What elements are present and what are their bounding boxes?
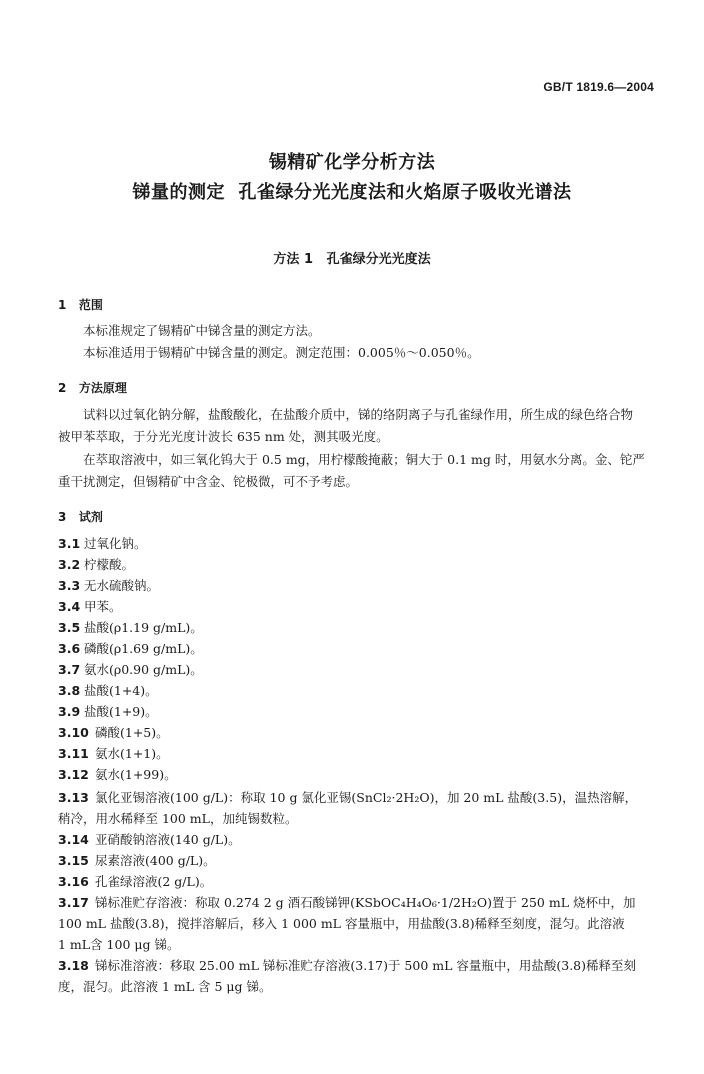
reagent-item: [58, 788, 637, 806]
reagent-item: [58, 893, 635, 911]
reagent-item: [58, 702, 158, 720]
item-text: 磷酸(1+5)。: [95, 725, 169, 740]
item-number: 3.10: [58, 725, 89, 740]
reagent-item: [58, 765, 177, 783]
reagent-item: [58, 851, 216, 869]
item-text: 甲苯。: [84, 599, 122, 614]
paragraph-line: 试料以过氧化钠分解，盐酸酸化，在盐酸介质中，锑的络阴离子与孔雀绿作用，所生成的绿色络合物: [83, 407, 634, 422]
item-text: 氯化亚锡溶液(100 g/L)：称取 10 g 氯化亚锡(SnCl₂·2H₂O)，加 20 mL 盐酸(3.5)，温热溶解，: [95, 790, 638, 805]
reagent-item: [58, 597, 122, 615]
item-continuation: 100 mL 盐酸(3.8)，搅拌溶解后，移入 1 000 mL 容量瓶中，用盐酸(3.8)稀释至刻度，混匀。此溶液: [58, 916, 625, 931]
item-number: 3.13: [58, 790, 89, 805]
item-text: 氨水(ρ0.90 g/mL)。: [84, 662, 203, 677]
item-number: 3.4: [58, 599, 81, 614]
document-title-line1: 锡精矿化学分析方法: [268, 152, 436, 173]
paragraph-line: 在萃取溶液中，如三氧化钨大于 0.5 mg，用柠檬酸掩蔽；铜大于 0.1 mg 时，用氨水分离。金、铊严: [83, 452, 645, 467]
item-text: 亚硝酸钠溶液(140 g/L)。: [95, 832, 241, 847]
reagent-item: [58, 872, 212, 890]
paragraph-line: 被甲苯萃取，于分光光度计波长 635 nm 处，测其吸光度。: [58, 429, 389, 444]
reagent-item: [58, 956, 636, 974]
item-text: 磷酸(ρ1.69 g/mL)。: [84, 641, 203, 656]
reagent-item: [58, 723, 169, 741]
item-number: 3.15: [58, 853, 89, 868]
item-text: 尿素溶液(400 g/L)。: [95, 853, 216, 868]
item-text: 盐酸(1+9)。: [84, 704, 158, 719]
document-title-line2: 锑量的测定 孔雀绿分光光度法和火焰原子吸收光谱法: [132, 182, 572, 203]
item-number: 3.11: [58, 746, 89, 761]
item-number: 3.9: [58, 704, 81, 719]
item-text: 无水硫酸钠。: [84, 578, 160, 593]
item-number: 3.12: [58, 767, 89, 782]
item-number: 3.2: [58, 557, 81, 572]
item-continuation: 度，混匀。此溶液 1 mL 含 5 μg 锑。: [58, 979, 272, 994]
item-number: 3.5: [58, 620, 81, 635]
method-title: 方法 1 孔雀绿分光光度法: [273, 252, 431, 267]
paragraph-line: 重干扰测定，但锡精矿中含金、铊极微，可不予考虑。: [58, 474, 359, 489]
reagent-item: [58, 744, 169, 762]
reagent-item: [58, 534, 147, 552]
item-text: 盐酸(1+4)。: [84, 683, 158, 698]
item-number: 3.17: [58, 895, 89, 910]
reagent-item: [58, 555, 134, 573]
reagent-item: [58, 618, 203, 636]
item-number: 3.14: [58, 832, 89, 847]
item-number: 3.8: [58, 683, 81, 698]
item-continuation: 1 mL含 100 μg 锑。: [58, 937, 180, 952]
item-number: 3.6: [58, 641, 81, 656]
reagent-item: [58, 681, 158, 699]
standard-code: GB/T 1819.6—2004: [543, 80, 654, 94]
item-number: 3.16: [58, 874, 89, 889]
section-heading-reagents: 3 试剂: [58, 510, 103, 524]
item-text: 过氧化钠。: [84, 536, 147, 551]
item-text: 盐酸(ρ1.19 g/mL)。: [84, 620, 203, 635]
section-heading-scope: 1 范围: [58, 298, 103, 312]
reagent-item: [58, 830, 241, 848]
item-number: 3.18: [58, 958, 89, 973]
item-text: 氨水(1+1)。: [95, 746, 169, 761]
section-heading-principle: 2 方法原理: [58, 381, 127, 395]
paragraph: 本标准规定了锡精矿中锑含量的测定方法。: [83, 323, 321, 338]
item-number: 3.3: [58, 578, 81, 593]
item-continuation: 稍冷，用水稀释至 100 mL，加纯锡数粒。: [58, 811, 298, 826]
reagent-item: [58, 639, 203, 657]
reagent-item: [58, 660, 203, 678]
paragraph: 本标准适用于锡精矿中锑含量的测定。测定范围：0.005％～0.050％。: [83, 345, 480, 360]
item-text: 柠檬酸。: [84, 557, 135, 572]
item-number: 3.1: [58, 536, 81, 551]
item-text: 氨水(1+99)。: [95, 767, 177, 782]
item-text: 锑标准贮存溶液：称取 0.274 2 g 酒石酸锑钾(KSbOC₄H₄O₆·1/2H₂O)置于 250 mL 烧杯中，加: [95, 895, 636, 910]
item-text: 孔雀绿溶液(2 g/L)。: [95, 874, 213, 889]
item-number: 3.7: [58, 662, 81, 677]
item-text: 锑标准溶液：移取 25.00 mL 锑标准贮存溶液(3.17)于 500 mL 容量瓶中，用盐酸(3.8)稀释至刻: [95, 958, 637, 973]
reagent-item: [58, 576, 159, 594]
